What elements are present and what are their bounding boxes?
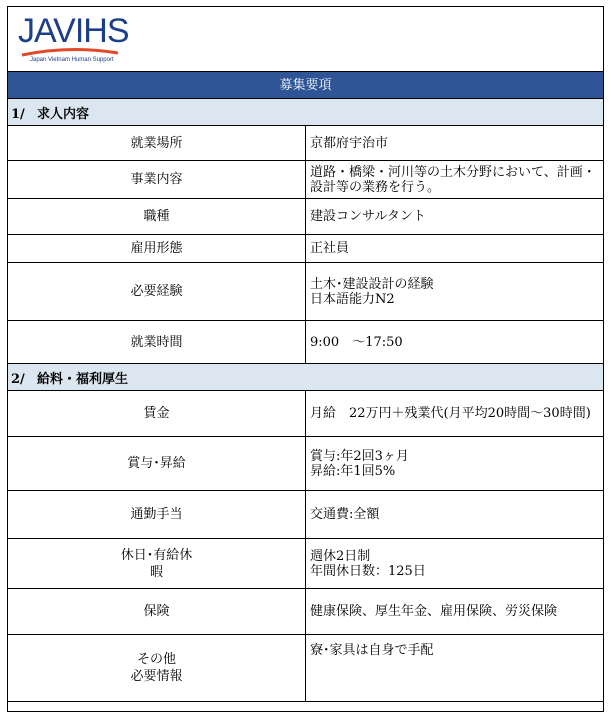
row-value: 京都府宇治市 [306,126,604,161]
logo [8,7,603,71]
section-header [8,99,603,126]
logo-wordmark: JAVIHS [18,12,129,50]
section-number: 2/ [11,371,25,387]
value-line: 土木･建設設計の経験 [310,276,434,292]
row-label: 雇用形態 [8,235,306,263]
row-value: 9:00 ～17:50 [306,321,604,364]
row-value [306,263,604,321]
table-row [8,589,603,635]
table-row [8,539,603,589]
job-posting-sheet [7,6,604,712]
table-row [8,491,603,539]
row-label: 通勤手当 [8,491,306,539]
row-label: 就業時間 [8,321,306,364]
row-label: 就業場所 [8,126,306,161]
row-value [306,539,604,589]
row-label: 必要経験 [8,263,306,321]
label-line: その他 [136,652,176,667]
row-label: 職種 [8,199,306,235]
row-value: 交通費:全額 [306,491,604,539]
table-row [8,437,603,491]
value-line: 賞与:年2回3ヶ月 [310,448,409,464]
label-line: 必要情報 [130,669,183,684]
row-label [8,635,306,702]
logo-tagline: Japan Vietnam Human Support [30,57,114,63]
table-row [8,199,603,235]
row-value: 道路・橋梁・河川等の土木分野において、計画・設計等の業務を行う。 [306,161,604,199]
section-number: 1/ [11,106,25,122]
page-title: 募集要項 [8,71,603,99]
table-row [8,321,603,364]
table-row [8,635,603,702]
row-label: 賞与･昇給 [8,437,306,491]
row-value [306,437,604,491]
section-title: 求人内容 [37,106,90,122]
row-label: 賃金 [8,391,306,437]
row-value: 月給 22万円＋残業代(月平均20時間～30時間) [306,391,604,437]
value-line: 日本語能力N2 [310,291,395,307]
requirements-table [8,99,603,702]
label-line: 休日･有給休 [120,547,193,563]
value-line: 昇給:年1回5% [310,463,396,479]
table-row [8,161,603,199]
value-line: 年間休日数：125日 [310,563,426,579]
row-label [8,539,306,589]
row-value: 建設コンサルタント [306,199,604,235]
section-header [8,364,603,391]
row-label: 保険 [8,589,306,635]
table-row [8,126,603,161]
row-value: 健康保険、厚生年金、雇用保険、労災保険 [306,589,604,635]
table-row [8,235,603,263]
value-line: 週休2日制 [310,548,371,564]
row-value: 正社員 [306,235,604,263]
table-row [8,263,603,321]
table-row [8,391,603,437]
row-label: 事業内容 [8,161,306,199]
section-title: 給料・福利厚生 [37,371,129,387]
label-line: 暇 [149,564,163,580]
row-value: 寮･家具は自身で手配 [306,635,604,702]
